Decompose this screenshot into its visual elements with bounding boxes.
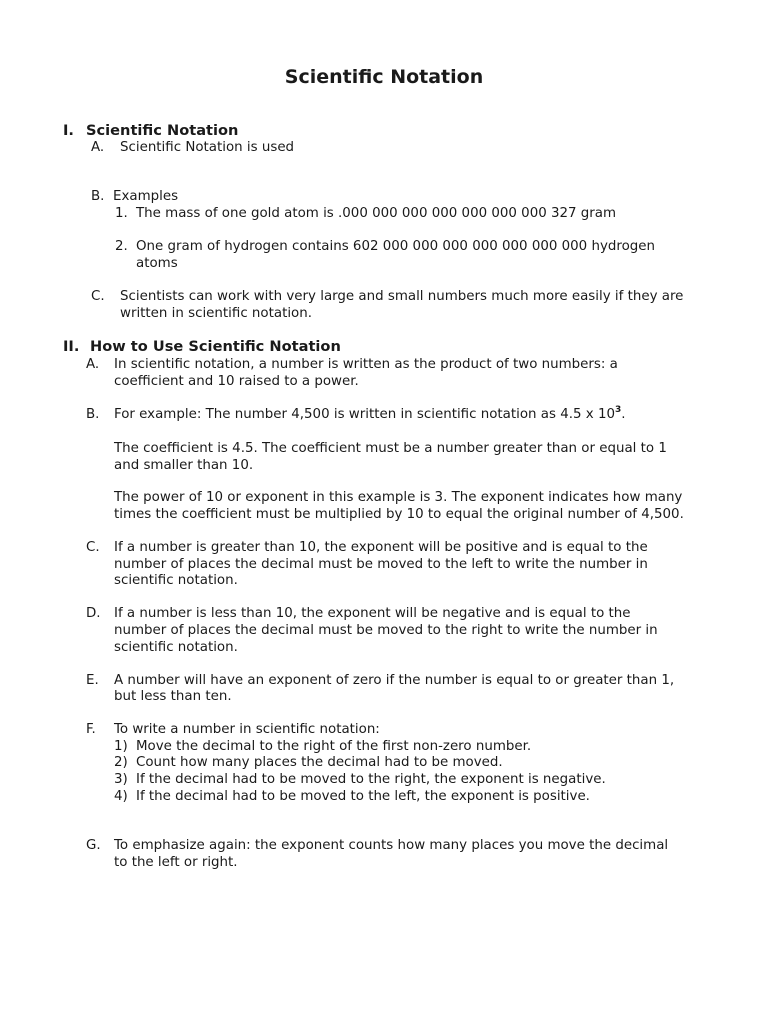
item-2d-line-3: scientific notation.	[114, 640, 238, 655]
section-1-heading	[63, 122, 74, 140]
example-suffix: .	[621, 407, 626, 422]
item-1c-line-1: Scientists can work with very large and small numbers much more easily if they are	[120, 289, 684, 304]
item-2g-line-2: to the left or right.	[114, 855, 238, 870]
item-2c-line-3: scientific notation.	[114, 573, 238, 588]
coefficient-line-2: and smaller than 10.	[114, 458, 254, 473]
item-1b-text: Examples	[113, 189, 179, 204]
item-2c-line-2: number of places the decimal must be moved to the left to write the number in	[114, 557, 648, 572]
exponent-superscript: 3	[615, 404, 622, 415]
item-1c-line-2: written in scientific notation.	[120, 306, 312, 321]
example-1-text: The mass of one gold atom is .000 000 000 000 000 000 000 327 gram	[136, 206, 617, 221]
exponent-line-1: The power of 10 or exponent in this example is 3. The exponent indicates how many	[114, 490, 683, 505]
step-4-marker: 4)	[114, 789, 128, 804]
step-4-text: If the decimal had to be moved to the left, the exponent is positive.	[136, 789, 590, 804]
example-2-marker: 2.	[115, 239, 128, 254]
example-1-marker: 1.	[115, 206, 128, 221]
step-2-text: Count how many places the decimal had to be moved.	[136, 755, 503, 770]
item-2g-marker: G.	[86, 838, 101, 853]
item-1a-text: Scientific Notation is used	[120, 140, 295, 155]
step-3-text: If the decimal had to be moved to the right, the exponent is negative.	[136, 772, 606, 787]
example-2-line-2: atoms	[136, 256, 178, 271]
step-3-marker: 3)	[114, 772, 128, 787]
coefficient-line-1: The coefficient is 4.5. The coefficient must be a number greater than or equal to 1	[114, 441, 667, 456]
item-2f-marker: F.	[86, 722, 96, 737]
item-2b-marker: B.	[86, 407, 100, 422]
step-1-text: Move the decimal to the right of the first non-zero number.	[136, 739, 532, 754]
section-1-marker: I.	[63, 122, 74, 139]
item-2g-line-1: To emphasize again: the exponent counts how many places you move the decimal	[114, 838, 669, 853]
step-1-marker: 1)	[114, 739, 128, 754]
item-2f-text: To write a number in scientific notation:	[114, 722, 380, 737]
section-1-title: Scientific Notation	[86, 122, 239, 139]
item-1c-marker: C.	[91, 289, 105, 304]
item-2d-line-2: number of places the decimal must be moved to the right to write the number in	[114, 623, 658, 638]
example-prefix: For example: The number 4,500 is written in scientific notation as 4.5 x 10	[114, 407, 615, 422]
item-2a-line-1: In scientific notation, a number is written as the product of two numbers: a	[114, 357, 618, 372]
exponent-line-2: times the coefficient must be multiplied by 10 to equal the original number of 4,500.	[114, 507, 684, 522]
step-2-marker: 2)	[114, 755, 128, 770]
section-2-marker: II.	[63, 338, 80, 355]
example-2-line-1: One gram of hydrogen contains 602 000 000 000 000 000 000 000 hydrogen	[136, 239, 655, 254]
item-1b-marker: B.	[91, 189, 105, 204]
item-2d-line-1: If a number is less than 10, the exponent will be negative and is equal to the	[114, 606, 631, 621]
page-title: Scientific Notation	[284, 66, 484, 88]
item-2e-line-2: but less than ten.	[114, 689, 232, 704]
item-2a-marker: A.	[86, 357, 100, 372]
item-2a-line-2: coefficient and 10 raised to a power.	[114, 374, 359, 389]
item-2b-line-1	[114, 404, 626, 424]
item-2c-line-1: If a number is greater than 10, the exponent will be positive and is equal to the	[114, 540, 648, 555]
item-1a-marker: A.	[91, 140, 105, 155]
section-2-title: How to Use Scientific Notation	[90, 338, 341, 355]
item-2e-line-1: A number will have an exponent of zero if the number is equal to or greater than 1,	[114, 673, 675, 688]
item-2e-marker: E.	[86, 673, 99, 688]
item-2c-marker: C.	[86, 540, 100, 555]
item-2d-marker: D.	[86, 606, 101, 621]
